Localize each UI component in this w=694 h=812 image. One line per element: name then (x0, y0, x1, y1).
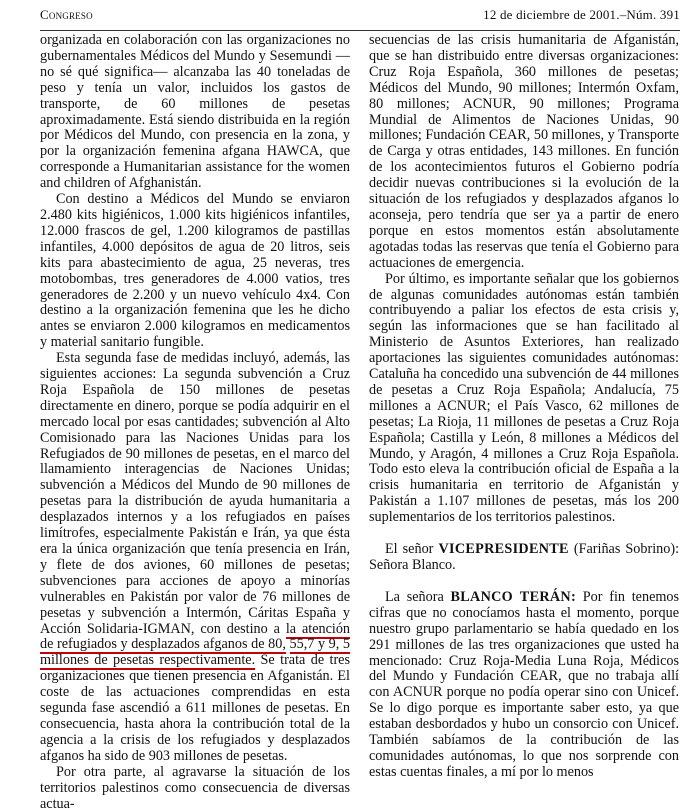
second-phase-text: Esta segunda fase de medidas incluyó, además, las siguientes acciones: La segunda subvención a Cruz Roja Española de 150 millones de pesetas directamente en dinero, porque se podía adquirir en el mercado local por esas cantidades; subvención al Alto Comisionado para las Naciones Unidas para los Refugiados de 90 millones de pesetas, en el marco del llamamiento interagencias de Naciones Unidas; subvención a Médicos del Mundo de 90 millones de pesetas para la distribución de ayuda humanitaria a desplazados internos y a los refugiados en países limítrofes, especialmente Pakistán e Irán, ya que ésta era la única organización que tenía presencia en Irán, y flete de dos aviones, 60 millones de pesetas; subvenciones para acciones de apoyo a minorías vulnerables en Pakistán por valor de 76 millones de pesetas y subvención a Intermón, Cáritas España y Acción Solidaria-IGMAN, con destino a (40, 350, 350, 637)
paragraph-palestine: Por otra parte, al agravarse la situación de los territorios palestinos como consecuencia de diversas actua- (40, 763, 350, 812)
speaker1-rest: (Fariñas Sobrino): Señora Blanco. (369, 541, 680, 573)
right-column (369, 33, 679, 781)
paragraph-continuation: organizada en colaboración con las organizaciones no gubernamentales Médicos del Mundo y Sesemundi —no sé qué significa— alcanzaba las 40 toneladas de peso y tenía un valor, incluidos los gastos de transporte, de 60 millones de pesetas aproximadamente. Está siendo distribuida en la región por Médicos del Mundo, con presencia en la zona, y por la organización femenina afgana HAWCA, que corresponde a Humanitarian assistance for the women and children of Afghanistán. (40, 32, 350, 192)
speaker1-prefix: El señor (385, 541, 434, 558)
header-date-number: 12 de diciembre de 2001.–Núm. 391 (483, 7, 680, 22)
left-column (40, 33, 350, 812)
paragraph-second-phase (40, 351, 350, 765)
speaker-blanco-teran (369, 590, 679, 781)
highlighted-line-2: 55,7 y 9, 5 millones de pesetas respectivamente. (40, 636, 351, 669)
speaker1-name: VICEPRESIDENTE (438, 541, 569, 558)
speaker2-prefix: La señora (385, 588, 444, 605)
speaker-vicepresidente (369, 542, 679, 574)
second-phase-end: Se trata de tres organizaciones que tienen presencia en Afganistán. El coste de las actuaciones comprendidas en esta segunda fase ascendió a 611 millones de pesetas. En consecuencia, hasta ahora la contribución total de la agencia a la crisis de los refugiados y desplazados afganos ha sido de 903 millones de pesetas. (40, 652, 351, 764)
header-publication: Congreso (40, 7, 93, 22)
highlighted-line-1: la atención de refugiados y desplazados afganos de 80, (40, 620, 351, 653)
speaker2-name: BLANCO TERÁN: (450, 588, 576, 605)
paragraph-autonomous-communities: Por último, es importante señalar que los gobiernos de algunas comunidades autónomas están también contribuyendo a paliar los efectos de esta crisis y, según las informaciones que se han facilitado al Ministerio de Asuntos Exteriores, han realizado aportaciones las siguientes comunidades autónomas: Cataluña ha concedido una subvención de 44 millones de pesetas a Cruz Roja Española; Andalucía, 75 millones a ACNUR; el País Vasco, 62 millones de pesetas; La Rioja, 11 millones de pesetas a Cruz Roja Española; Castilla y León, 8 millones a Médicos del Mundo, y Aragón, 4 millones a Cruz Roja Española. Todo esto eleva la contribución oficial de España a la crisis humanitaria en territorio de Afganistán y Pakistán a 1.107 millones de pesetas, más los 200 suplementarios de los territorios palestinos. (369, 270, 679, 526)
header-rule (40, 30, 680, 31)
paragraph-shipments: Con destino a Médicos del Mundo se enviaron 2.480 kits higiénicos, 1.000 kits higiénicos infantiles, 12.000 frascos de gel, 1.200 kilogramos de pastillas infantiles, 4.000 depósitos de agua de 20 litros, seis kits para abastecimiento de agua, 25 neveras, tres motobombas, tres generadores de 4.000 vatios, tres generadores de 2.200 y un nuevo vehículo 4x4. Con destino a la organización femenina que les he dicho antes se enviaron 2.000 kilogramos en medicamentos y material sanitario fungible. (40, 191, 350, 351)
speaker2-rest: Por fin tenemos cifras que no conocíamos hasta el momento, porque nuestro grupo parlamentario se había quedado en los 291 millones de las tres organizaciones que usted ha mencionado: Cruz Roja-Media Luna Roja, Médicos del Mundo y Fundación CEAR, que no trabaja allí con ACNUR porque no podía operar sino con Unicef. Se lo digo porque es importante saber esto, ya que estaban desbordados y hubo un consorcio con Unicef. También sabíamos de la contribución de las comunidades autónomas, lo que nos sorprende con estas cuentas finales, a mí por lo menos (369, 588, 680, 780)
paragraph-distribution: secuencias de las crisis humanitaria de Afganistán, que se han distribuido entre diversas organizaciones: Cruz Roja Española, 360 millones de pesetas; Médicos del Mundo, 90 millones; Intermón Oxfam, 80 millones; ACNUR, 90 millones; Programa Mundial de Alimentos de Naciones Unidas, 90 millones; Fundación CEAR, 50 millones, y Transporte de Carga y otras entidades, 143 millones. En función de los acontecimientos futuros el Gobierno podría decidir nuevas contribuciones si la evolución de la situación de los refugiados y desplazados afganos lo aconseja, pero tendría que ser ya a partir de enero porque en estos momentos están absolutamente agotadas todas las reservas que tenía el Gobierno para actuaciones de emergencia. (369, 32, 679, 271)
page-header (40, 7, 680, 27)
